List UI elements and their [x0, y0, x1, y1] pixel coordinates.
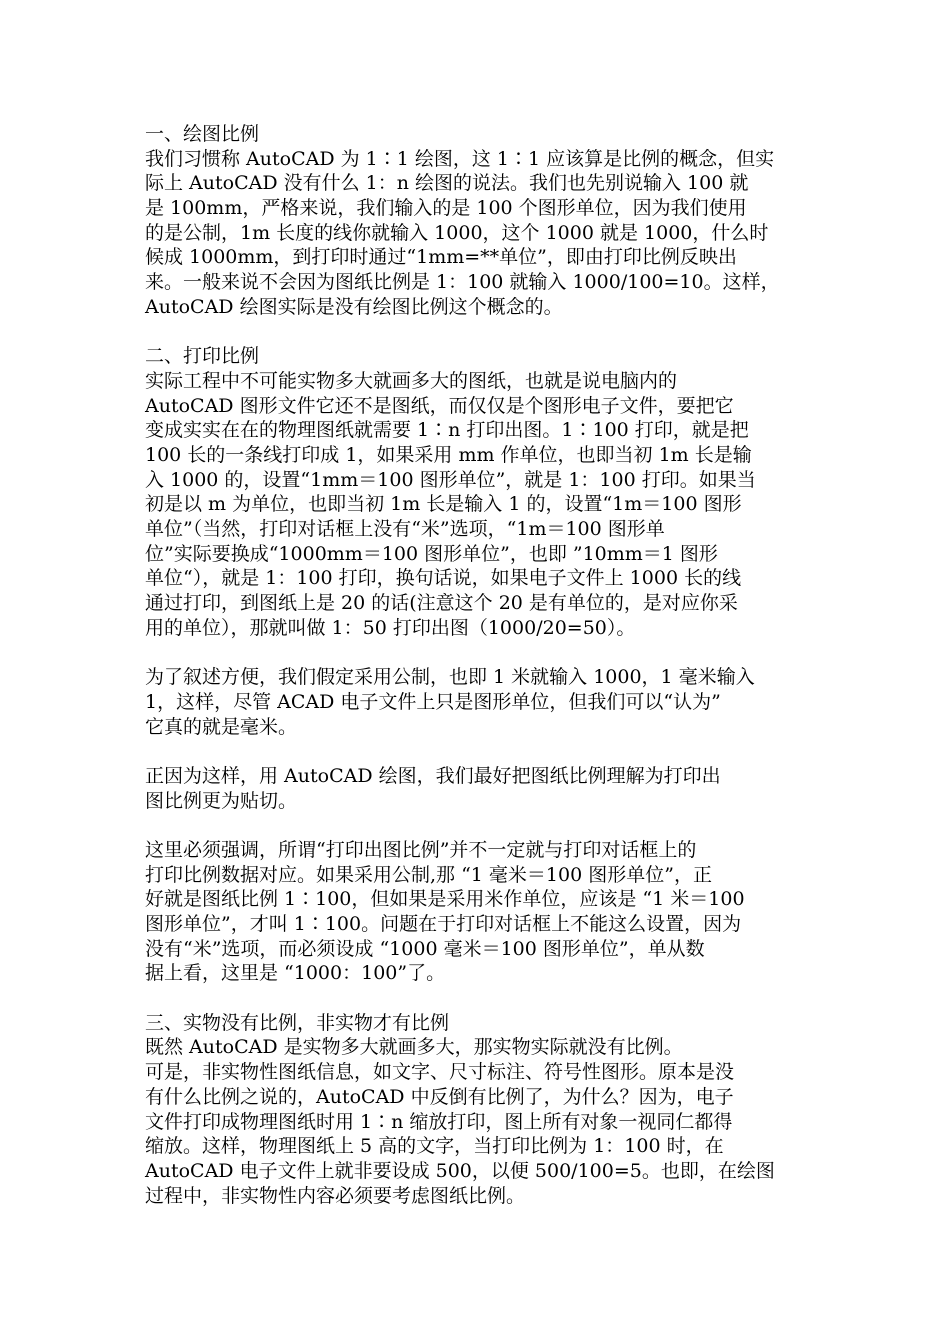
paragraph — [145, 147, 808, 320]
text-line: 既然 AutoCAD 是实物多大就画多大，那实物实际就没有比例。 — [145, 1036, 683, 1059]
text-line: 是 100mm，严格来说，我们输入的是 100 个图形单位，因为我们使用 — [145, 197, 747, 220]
text-line: 实际工程中不可能实物多大就画多大的图纸，也就是说电脑内的 — [145, 369, 678, 392]
text-line: 100 长的一条线打印成 1，如果采用 mm 作单位，也即当初 1m 长是输 — [145, 443, 752, 466]
text-line: 据上看，这里是 “1000：100”了。 — [145, 962, 446, 985]
text-line: AutoCAD 电子文件上就非要设成 500，以便 500/100=5。也即，在绘图 — [145, 1159, 775, 1182]
text-line: 单位“），就是 1：100 打印，换句话说，如果电子文件上 1000 长的线 — [145, 567, 742, 590]
text-line: 我们习惯称 AutoCAD 为 1∶1 绘图，这 1∶1 应该算是比例的概念，但实 — [145, 147, 775, 170]
text-line: 1，这样，尽管 ACAD 电子文件上只是图形单位，但我们可以“认为” — [145, 690, 721, 713]
text-line: 初是以 m 为单位，也即当初 1m 长是输入 1 的，设置“1m＝100 图形 — [145, 493, 742, 516]
section-heading: 二、打印比例 — [145, 345, 260, 368]
text-line: 入 1000 的，设置“1mm＝100 图形单位”，就是 1：100 打印。如果当 — [145, 468, 756, 491]
text-line: 的是公制，1m 长度的线你就输入 1000，这个 1000 就是 1000，什么时 — [145, 221, 769, 244]
section-heading: 三、实物没有比例，非实物才有比例 — [145, 1011, 450, 1034]
paragraph — [145, 764, 808, 813]
text-line: 变成实实在在的物理图纸就需要 1∶n 打印出图。1∶100 打印，就是把 — [145, 419, 749, 442]
text-line: 可是，非实物性图纸信息，如文字、尺寸标注、符号性图形。原本是没 — [145, 1061, 735, 1084]
text-line: 没有“米”选项，而必须设成 “1000 毫米＝100 图形单位”，单从数 — [145, 937, 705, 960]
text-line: 候成 1000mm，到打印时通过“1mm=**单位”，即由打印比例反映出 — [145, 246, 737, 269]
blank-line — [145, 320, 808, 345]
text-line: 图比例更为贴切。 — [145, 789, 298, 812]
paragraph — [145, 665, 808, 739]
text-line: 文件打印成物理图纸时用 1∶n 缩放打印，图上所有对象一视同仁都得 — [145, 1110, 733, 1133]
text-line: 图形单位”，才叫 1∶100。问题在于打印对话框上不能这么设置，因为 — [145, 913, 742, 935]
paragraph — [145, 1035, 808, 1208]
blank-line — [145, 986, 808, 1011]
blank-line — [145, 640, 808, 665]
text-line: 这里必须强调，所谓“打印出图比例”并不一定就与打印对话框上的 — [145, 838, 697, 861]
text-line: 好就是图纸比例 1∶100，但如果是采用米作单位，应该是 “1 米＝100 — [145, 888, 745, 911]
text-line: 为了叙述方便，我们假定采用公制，也即 1 米就输入 1000，1 毫米输入 — [145, 666, 755, 689]
document-page — [145, 122, 808, 1208]
text-line: 用的单位），那就叫做 1：50 打印出图（1000/20=50）。 — [145, 616, 636, 639]
blank-line — [145, 813, 808, 838]
text-line: 过程中，非实物性内容必须要考虑图纸比例。 — [145, 1184, 526, 1207]
text-line: 际上 AutoCAD 没有什么 1：n 绘图的说法。我们也先别说输入 100 就 — [145, 172, 749, 195]
paragraph — [145, 369, 808, 641]
text-line: 正因为这样，用 AutoCAD 绘图，我们最好把图纸比例理解为打印出 — [145, 764, 721, 787]
text-line: 单位”（当然，打印对话框上没有“米”选项，“1m＝100 图形单 — [145, 518, 665, 540]
section-heading: 一、绘图比例 — [145, 123, 260, 145]
text-line: 通过打印，到图纸上是 20 的话(注意这个 20 是有单位的，是对应你采 — [145, 592, 738, 615]
text-line: 有什么比例之说的，AutoCAD 中反倒有比例了，为什么？因为，电子 — [145, 1085, 734, 1108]
text-line: 位”实际要换成“1000mm＝100 图形单位”，也即 ”10mm＝1 图形 — [145, 542, 718, 565]
text-line: 它真的就是毫米。 — [145, 715, 298, 738]
text-line: AutoCAD 图形文件它还不是图纸，而仅仅是个图形电子文件，要把它 — [145, 394, 734, 417]
blank-line — [145, 739, 808, 764]
text-line: 缩放。这样，物理图纸上 5 高的文字，当打印比例为 1：100 时，在 — [145, 1135, 724, 1158]
paragraph — [145, 838, 808, 986]
text-line: 打印比例数据对应。如果采用公制,那 “1 毫米＝100 图形单位”，正 — [145, 863, 712, 886]
text-line: 来。一般来说不会因为图纸比例是 1：100 就输入 1000/100=10。这样， — [145, 271, 780, 294]
text-line: AutoCAD 绘图实际是没有绘图比例这个概念的。 — [145, 295, 563, 318]
